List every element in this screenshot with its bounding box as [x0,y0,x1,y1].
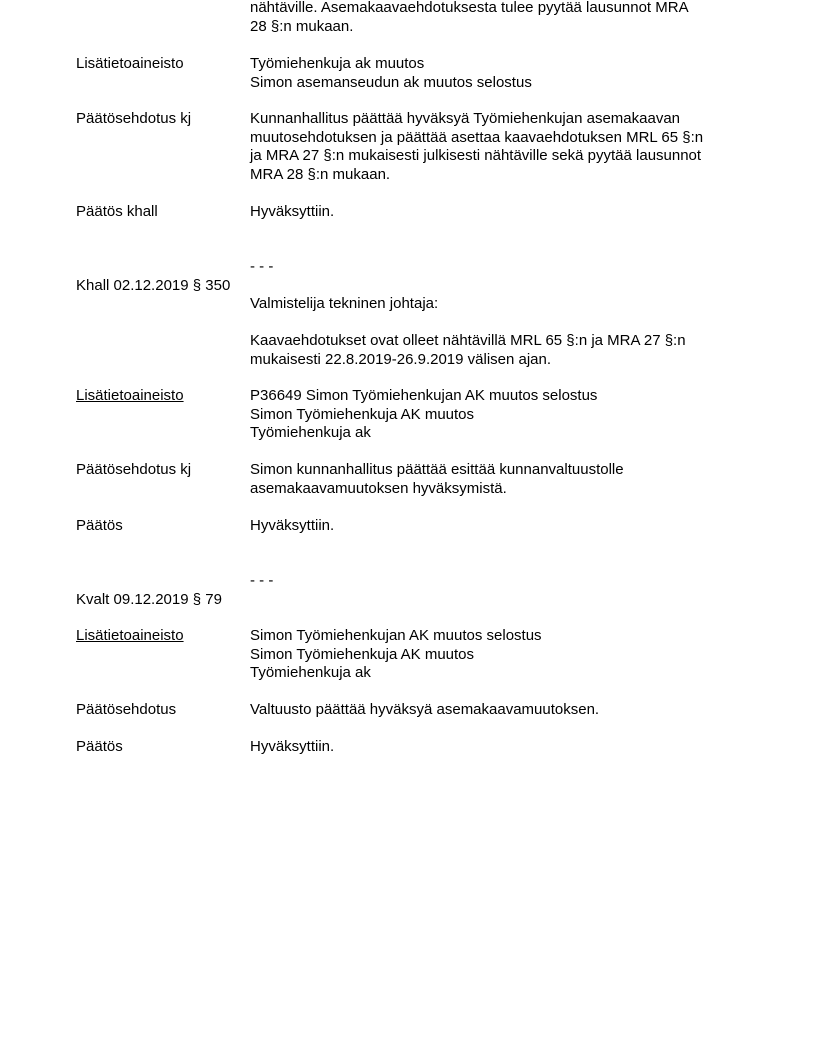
label-lisatietoaineisto: Lisätietoaineisto [76,55,184,72]
decision-proposal: Valtuusto päättää hyväksyä asemakaavamuutoksen. [250,701,600,718]
text-line: Kunnanhallitus päättää hyväksyä Työmiehenkujan asemakaavan [250,110,681,127]
preparer-line: Valmistelija tekninen johtaja: [250,295,439,312]
section-separator: - - - [250,572,274,589]
text-line: Simon kunnanhallitus päättää esittää kunnanvaltuustolle [250,461,624,478]
label-paatos: Päätös khall [76,203,158,220]
attachment-item: Työmiehenkuja ak [250,424,371,441]
text-line: MRA 28 §:n mukaan. [250,165,391,183]
decision-proposal [250,110,750,184]
label-lisatietoaineisto-link[interactable]: Lisätietoaineisto [76,387,184,404]
text-line: asemakaavamuutoksen hyväksymistä. [250,479,507,497]
label-paatosehdotus: Päätösehdotus kj [76,461,192,478]
text-line: ja MRA 27 §:n mukaisesti julkisesti nähtäville sekä pyytää lausunnot [250,147,702,164]
label-paatosehdotus: Päätösehdotus [76,701,177,718]
text-line: nähtäville. Asemakaavaehdotuksesta tulee pyytää lausunnot MRA [250,0,689,16]
text-line: Kaavaehdotukset ovat olleet nähtävillä MRL 65 §:n ja MRA 27 §:n [250,332,686,349]
decision-text: Hyväksyttiin. [250,203,335,220]
attachment-item: Työmiehenkuja ak muutos [250,55,425,72]
label-paatos: Päätös [76,517,123,534]
text-line: muutosehdotuksen ja päättää asettaa kaavaehdotuksen MRL 65 §:n [250,128,704,146]
attachment-list [250,387,750,443]
attachment-item: P36649 Simon Työmiehenkujan AK muutos selostus [250,387,598,404]
label-lisatietoaineisto-link[interactable]: Lisätietoaineisto [76,627,184,644]
section-separator: - - - [250,258,274,275]
section-heading: Khall 02.12.2019 § 350 [76,277,231,294]
decision-text: Hyväksyttiin. [250,517,335,534]
label-paatosehdotus: Päätösehdotus kj [76,110,192,127]
continued-text [250,0,750,36]
attachment-item: Työmiehenkuja ak [250,664,371,681]
attachment-item: Simon Työmiehenkujan AK muutos selostus [250,627,542,644]
text-line: 28 §:n mukaan. [250,17,354,35]
decision-text: Hyväksyttiin. [250,738,335,755]
attachment-item: Simon Työmiehenkuja AK muutos [250,645,475,663]
attachment-list [250,627,750,683]
text-line: mukaisesti 22.8.2019-26.9.2019 välisen ajan. [250,350,552,368]
attachment-item: Simon Työmiehenkuja AK muutos [250,405,475,423]
attachment-item: Simon asemanseudun ak muutos selostus [250,73,532,91]
decision-proposal [250,461,750,498]
section-heading: Kvalt 09.12.2019 § 79 [76,591,222,608]
attachment-list [250,55,750,92]
label-paatos: Päätös [76,738,123,755]
body-text [250,332,750,369]
